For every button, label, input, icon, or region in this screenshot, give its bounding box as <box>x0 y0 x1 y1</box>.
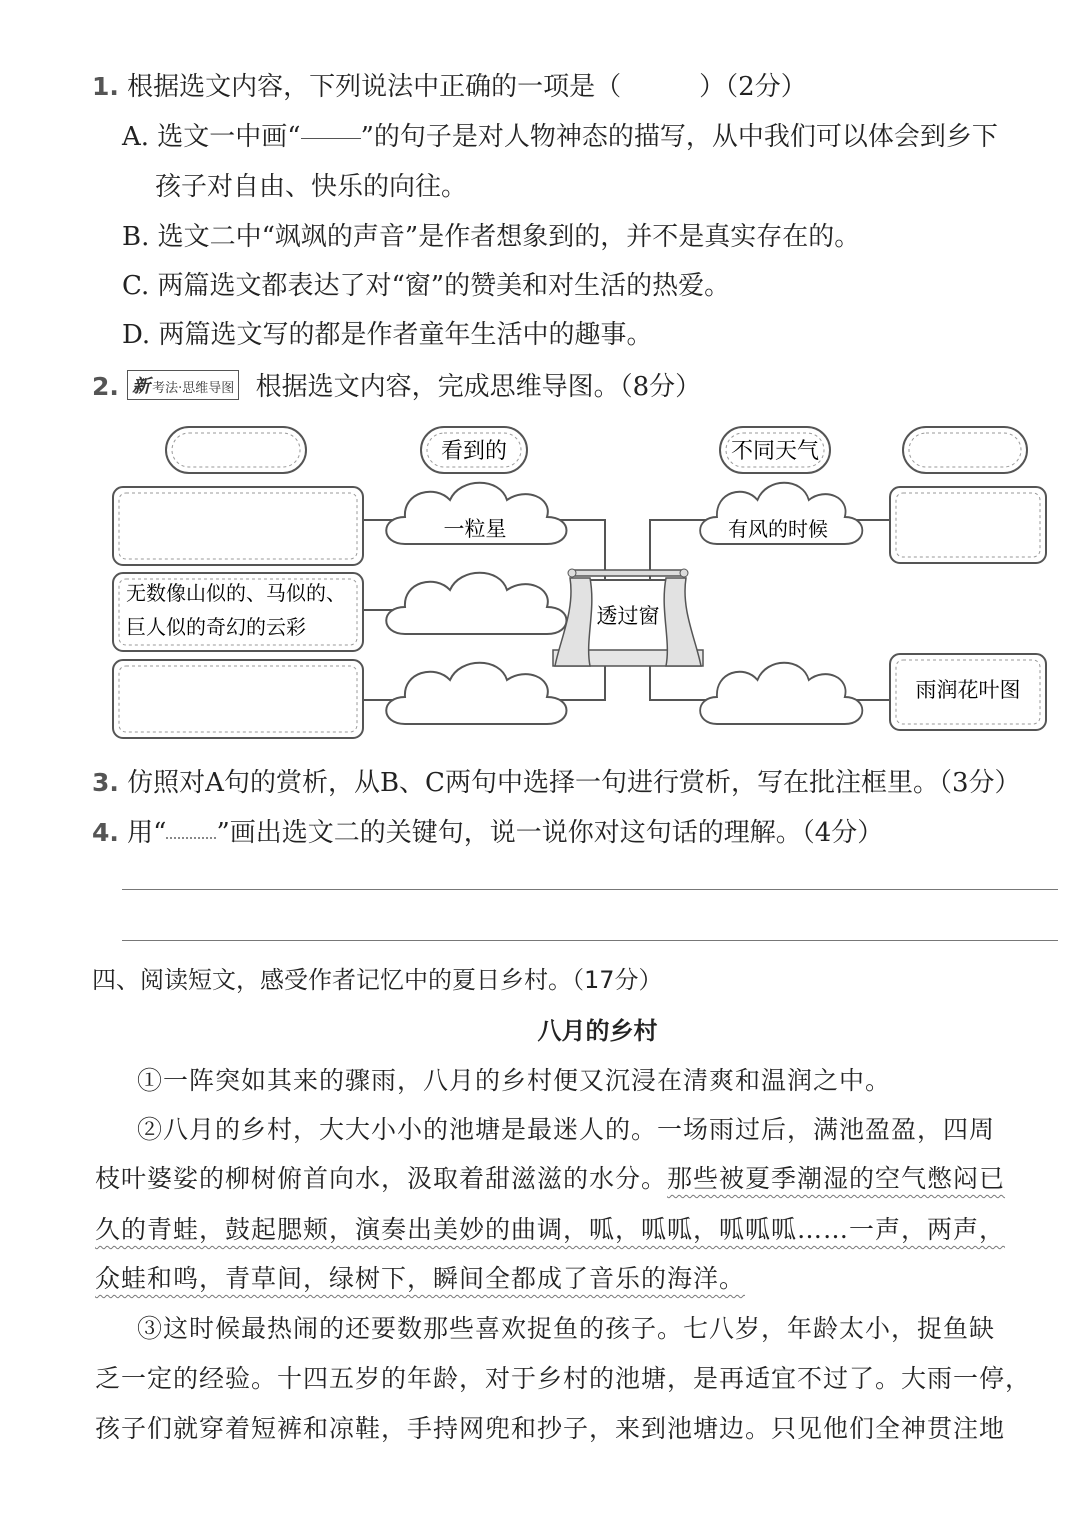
q4-number: 4. <box>92 818 119 847</box>
passage-title: 八月的乡村 <box>537 1017 658 1045</box>
q2-stem <box>92 366 701 403</box>
q1-stem <box>92 66 807 103</box>
paragraph-3-line2: 乏一定的经验。十四五岁的年龄，对于乡村的池塘，是再适宜不过了。大雨一停， <box>95 1364 1032 1393</box>
cloud-right-1-label: 有风的时候 <box>728 517 828 541</box>
right-box-2-label: 雨润花叶图 <box>915 678 1021 702</box>
left-box-2-line2: 巨人似的奇幻的云彩 <box>126 615 306 639</box>
option-a-text-b: ”的句子是对人物神态的描写，从中我们可以体会到乡下 <box>360 122 998 152</box>
q3-number: 3. <box>92 768 119 797</box>
paragraph-3-line1: ③这时候最热闹的还要数那些喜欢捉鱼的孩子。七八岁，年龄太小，捉鱼缺 <box>137 1314 996 1343</box>
q4-stem <box>92 812 883 849</box>
underline-blank <box>301 138 361 139</box>
center-label: 透过窗 <box>596 604 660 628</box>
q4-text-b: ”画出选文二的关键句，说一说你对这句话的理解。（4分） <box>216 818 884 848</box>
header-weather-label: 不同天气 <box>730 439 820 464</box>
p2-line2-underlined: 那些被夏季潮湿的空气憋闷已 <box>667 1164 1006 1193</box>
right-box-2 <box>890 654 1046 730</box>
option-a-text: A. 选文一中画“ <box>122 122 301 152</box>
q2-number: 2. <box>92 372 119 401</box>
answer-line-2[interactable] <box>122 940 1058 941</box>
header-seen-label: 看到的 <box>440 439 508 464</box>
wavy-underline-sample <box>166 829 216 839</box>
q1-option-a <box>122 116 998 153</box>
mind-map <box>0 410 1080 740</box>
cloud-left-2[interactable] <box>386 573 566 634</box>
left-box-3[interactable] <box>113 660 363 738</box>
q1-option-d: D. 两篇选文写的都是作者童年生活中的趣事。 <box>122 320 653 350</box>
section4-heading: 四、阅读短文，感受作者记忆中的夏日乡村。（17分） <box>92 966 663 994</box>
q1-number: 1. <box>92 72 119 101</box>
paragraph-2-line2 <box>95 1159 1005 1195</box>
paragraph-2-line1: ②八月的乡村，大大小小的池塘是最迷人的。一场雨过后，满池盈盈，四周 <box>137 1115 996 1144</box>
tag-text: 考法·思维导图 <box>152 381 235 396</box>
right-header-empty[interactable] <box>903 427 1027 473</box>
q1-option-b: B. 选文二中“飒飒的声音”是作者想象到的，并不是真实存在的。 <box>122 222 861 252</box>
p2-line2-plain: 枝叶婆娑的柳树俯首向水，汲取着甜滋滋的水分。 <box>95 1164 668 1193</box>
left-box-2-line1: 无数像山似的、马似的、 <box>126 581 346 605</box>
cloud-right-1 <box>700 483 862 544</box>
left-header-seen <box>421 427 527 473</box>
q1-text: 根据选文内容，下列说法中正确的一项是（ ）（2分） <box>127 72 807 102</box>
q2-text: 根据选文内容，完成思维导图。（8分） <box>255 372 702 402</box>
left-header-empty[interactable] <box>166 427 306 473</box>
left-box-2 <box>113 573 363 651</box>
q1-option-c: C. 两篇选文都表达了对“窗”的赞美和对生活的热爱。 <box>122 271 731 301</box>
paragraph-3-line3: 孩子们就穿着短裤和凉鞋，手持网兜和抄子，来到池塘边。只见他们全神贯注地 <box>95 1414 1006 1443</box>
paragraph-1: ①一阵突如其来的骤雨，八月的乡村便又沉浸在清爽和温润之中。 <box>137 1066 892 1095</box>
paragraph-2-line3: 久的青蛙，鼓起腮颊，演奏出美妙的曲调，呱，呱呱，呱呱呱……一声，两声， <box>95 1215 1006 1244</box>
answer-line-1[interactable] <box>122 889 1058 890</box>
tag-new: 新 <box>132 376 151 397</box>
cloud-right-2[interactable] <box>700 663 862 724</box>
cloud-left-1 <box>386 483 566 544</box>
cloud-left-1-label: 一粒星 <box>443 517 507 541</box>
right-header-weather <box>720 427 830 473</box>
q3-text: 仿照对A句的赏析，从B、C两句中选择一句进行赏析，写在批注框里。（3分） <box>127 768 1021 798</box>
paragraph-2-line4 <box>95 1259 745 1295</box>
q3-stem <box>92 762 1021 799</box>
q1-option-a-line2: 孩子对自由、快乐的向往。 <box>155 172 468 202</box>
right-box-1[interactable] <box>890 487 1046 563</box>
left-box-1[interactable] <box>113 487 363 565</box>
new-exam-tag <box>127 370 239 400</box>
window-center <box>553 569 703 666</box>
cloud-left-3[interactable] <box>386 663 566 724</box>
curtain-right <box>664 578 701 666</box>
q4-text-a: 用“ <box>127 818 167 848</box>
p2-line4-underlined: 众蛙和鸣，青草间，绿树下，瞬间全都成了音乐的海洋。 <box>95 1264 746 1293</box>
